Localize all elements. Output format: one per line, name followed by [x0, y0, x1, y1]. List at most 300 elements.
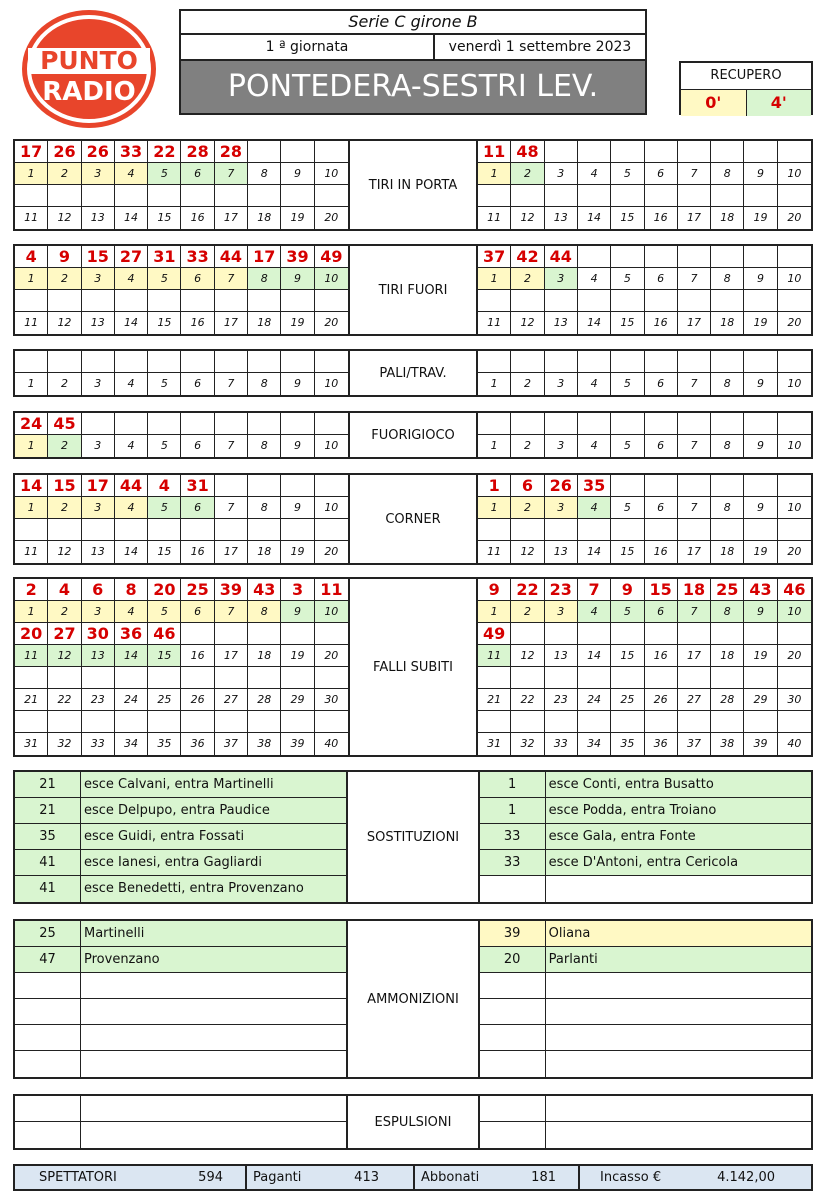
shot-minute-cell — [711, 711, 744, 732]
minute-cell — [480, 1096, 546, 1121]
shot-minute-cell: 39 — [215, 579, 248, 600]
index-cell: 12 — [511, 312, 544, 334]
shot-minute-cell — [181, 185, 214, 206]
index-cell: 19 — [281, 645, 314, 666]
sostituzioni-label: SOSTITUZIONI — [346, 772, 479, 902]
corner-label: CORNER — [348, 475, 478, 563]
minute-cell — [15, 1025, 81, 1050]
index-cell: 1 — [15, 268, 48, 289]
shot-minute-cell: 8 — [115, 579, 148, 600]
sostituzioni-away — [480, 772, 811, 902]
index-cell: 22 — [511, 689, 544, 710]
index-row — [478, 373, 811, 395]
shot-minute-cell: 49 — [478, 623, 511, 644]
spettatori-value: 594 — [198, 1170, 223, 1185]
table-row — [480, 921, 811, 947]
table-row — [480, 876, 811, 902]
index-cell: 2 — [511, 373, 544, 395]
shot-minute-cell — [281, 623, 314, 644]
index-cell: 15 — [611, 207, 644, 229]
index-cell: 21 — [478, 689, 511, 710]
recupero-first-half: 0' — [681, 90, 747, 116]
index-row — [478, 268, 811, 290]
shot-minute-cell — [645, 519, 678, 540]
index-cell: 17 — [678, 541, 711, 563]
index-cell: 8 — [248, 435, 281, 457]
index-cell: 11 — [478, 541, 511, 563]
shot-minute-cell — [115, 711, 148, 732]
shot-minute-cell — [611, 413, 644, 434]
index-cell: 7 — [215, 497, 248, 518]
detail-cell — [546, 973, 811, 998]
shot-minute-cell — [711, 667, 744, 688]
recupero-label: RECUPERO — [681, 63, 811, 90]
index-row — [15, 497, 348, 519]
index-cell: 1 — [478, 373, 511, 395]
shot-minute-cell — [545, 185, 578, 206]
minute-cell — [15, 973, 81, 998]
index-cell: 26 — [645, 689, 678, 710]
index-cell: 17 — [215, 645, 248, 666]
shot-minute-cell — [545, 519, 578, 540]
shot-minute-cell — [478, 519, 511, 540]
espulsioni-away — [480, 1096, 811, 1148]
index-cell: 19 — [744, 645, 777, 666]
shot-minute-cell: 43 — [248, 579, 281, 600]
index-row — [478, 541, 811, 563]
index-cell: 13 — [82, 312, 115, 334]
index-cell: 6 — [645, 268, 678, 289]
detail-cell — [81, 1096, 346, 1121]
index-cell: 14 — [115, 207, 148, 229]
index-cell: 3 — [545, 435, 578, 457]
index-row — [478, 689, 811, 711]
index-cell: 1 — [15, 163, 48, 184]
index-cell: 15 — [611, 312, 644, 334]
shot-minute-cell — [778, 185, 811, 206]
index-cell: 5 — [611, 268, 644, 289]
index-cell: 5 — [148, 601, 181, 622]
index-cell: 1 — [478, 268, 511, 289]
index-row — [478, 435, 811, 457]
index-cell: 24 — [578, 689, 611, 710]
index-cell: 15 — [148, 541, 181, 563]
shot-minute-cell — [778, 667, 811, 688]
shot-minute-cell — [578, 290, 611, 311]
value-row — [15, 413, 348, 435]
index-cell: 6 — [645, 601, 678, 622]
index-cell: 10 — [324, 501, 339, 514]
shot-minute-cell: 35 — [578, 475, 611, 496]
value-row — [478, 290, 811, 312]
index-cell: 23 — [545, 689, 578, 710]
index-cell: 36 — [181, 733, 214, 755]
index-cell: 8 — [248, 373, 281, 395]
index-cell: 9 — [744, 435, 777, 457]
shot-minute-cell — [248, 185, 281, 206]
table-row — [15, 947, 346, 973]
index-cell: 39 — [281, 733, 314, 755]
shot-minute-cell — [478, 351, 511, 372]
index-cell: 18 — [711, 207, 744, 229]
shot-minute-cell — [678, 413, 711, 434]
index-cell: 1 — [478, 163, 511, 184]
index-cell: 1 — [478, 601, 511, 622]
index-cell: 20 — [324, 316, 339, 329]
shot-minute-cell — [744, 141, 777, 162]
index-cell: 12 — [48, 645, 81, 666]
index-cell: 11 — [478, 312, 511, 334]
shot-minute-cell: 22 — [148, 141, 181, 162]
shot-minute-cell — [181, 519, 214, 540]
shot-minute-cell — [511, 413, 544, 434]
index-cell: 40 — [324, 737, 339, 750]
tiri-in-porta-label: TIRI IN PORTA — [348, 141, 478, 229]
index-cell: 2 — [48, 497, 81, 518]
shot-minute-cell — [148, 290, 181, 311]
shot-minute-cell — [115, 290, 148, 311]
shot-minute-cell — [215, 185, 248, 206]
value-row — [478, 519, 811, 541]
falli-subiti-home — [15, 579, 348, 755]
index-cell: 14 — [578, 645, 611, 666]
index-cell: 3 — [82, 163, 115, 184]
index-cell: 6 — [181, 268, 214, 289]
recupero-box — [679, 61, 813, 115]
minute-cell: 21 — [15, 798, 81, 823]
index-cell: 31 — [478, 733, 511, 755]
shot-minute-cell: 39 — [281, 246, 314, 267]
shot-minute-cell — [578, 519, 611, 540]
shot-minute-cell — [611, 290, 644, 311]
index-cell: 1 — [15, 601, 48, 622]
shot-minute-cell — [511, 351, 544, 372]
shot-minute-cell: 44 — [115, 475, 148, 496]
shot-minute-cell — [778, 623, 811, 644]
index-cell: 20 — [787, 211, 802, 224]
shot-minute-cell — [611, 351, 644, 372]
shot-minute-cell — [511, 519, 544, 540]
index-cell: 37 — [215, 733, 248, 755]
index-cell: 5 — [148, 373, 181, 395]
index-cell: 32 — [48, 733, 81, 755]
detail-cell — [546, 1051, 811, 1077]
espulsioni-home — [15, 1096, 346, 1148]
match-title: PONTEDERA-SESTRI LEV. — [179, 61, 647, 115]
detail-cell: Oliana — [548, 926, 591, 941]
index-cell: 28 — [711, 689, 744, 710]
shot-minute-cell: 18 — [678, 579, 711, 600]
shot-minute-cell — [181, 290, 214, 311]
minute-cell — [15, 1122, 81, 1148]
index-cell: 13 — [82, 207, 115, 229]
index-row — [15, 689, 348, 711]
table-row — [480, 999, 811, 1025]
shot-minute-cell — [645, 413, 678, 434]
shot-minute-cell — [578, 246, 611, 267]
index-cell: 34 — [578, 733, 611, 755]
shot-minute-cell: 20 — [148, 579, 181, 600]
shot-minute-cell — [645, 351, 678, 372]
index-cell: 3 — [82, 268, 115, 289]
index-cell: 7 — [678, 163, 711, 184]
index-row — [15, 163, 348, 185]
index-cell: 8 — [248, 163, 281, 184]
shot-minute-cell — [678, 667, 711, 688]
index-cell: 1 — [15, 373, 48, 395]
shot-minute-cell — [711, 519, 744, 540]
index-cell: 2 — [511, 497, 544, 518]
fuorigioco-label: FUORIGIOCO — [348, 413, 478, 457]
index-cell: 19 — [744, 207, 777, 229]
attendance-footer — [13, 1164, 813, 1191]
detail-cell — [81, 1051, 346, 1077]
shot-minute-cell — [744, 246, 777, 267]
index-cell: 10 — [778, 601, 811, 622]
shot-minute-cell — [545, 141, 578, 162]
shot-minute-cell — [82, 413, 115, 434]
shot-minute-cell — [215, 519, 248, 540]
shot-minute-cell — [478, 667, 511, 688]
falli-subiti-away — [478, 579, 811, 755]
shot-minute-cell — [82, 351, 115, 372]
shot-minute-cell — [645, 711, 678, 732]
shot-minute-cell — [744, 711, 777, 732]
shot-minute-cell: 44 — [545, 246, 578, 267]
minute-cell: 33 — [480, 824, 546, 849]
index-cell: 18 — [248, 541, 281, 563]
league-title: Serie C girone B — [179, 9, 647, 35]
index-cell: 39 — [744, 733, 777, 755]
index-cell: 36 — [645, 733, 678, 755]
shot-minute-cell — [578, 711, 611, 732]
index-cell: 19 — [281, 312, 314, 334]
sostituzioni-home — [15, 772, 346, 902]
table-row — [15, 999, 346, 1025]
shot-minute-cell — [778, 413, 811, 434]
detail-cell — [546, 1122, 811, 1148]
shot-minute-cell — [281, 667, 314, 688]
index-cell: 4 — [115, 268, 148, 289]
detail-cell: esce Ianesi, entra Gagliardi — [84, 855, 262, 870]
index-row — [478, 733, 811, 755]
detail-cell: esce Gala, entra Fonte — [548, 829, 696, 844]
detail-cell: esce Benedetti, entra Provenzano — [84, 881, 304, 896]
espulsioni-label: ESPULSIONI — [346, 1096, 479, 1148]
index-row — [15, 207, 348, 229]
shot-minute-cell — [315, 413, 348, 434]
section-tiri-in-porta — [13, 139, 813, 231]
index-cell: 7 — [678, 268, 711, 289]
index-cell: 7 — [215, 373, 248, 395]
index-cell: 24 — [115, 689, 148, 710]
shot-minute-cell: 27 — [48, 623, 81, 644]
shot-minute-cell: 17 — [248, 246, 281, 267]
shot-minute-cell: 1 — [478, 475, 511, 496]
index-cell: 18 — [248, 645, 281, 666]
minute-cell: 21 — [15, 772, 81, 797]
index-row — [15, 541, 348, 563]
table-row — [480, 850, 811, 876]
index-cell: 14 — [578, 541, 611, 563]
index-cell: 2 — [511, 163, 544, 184]
index-cell: 38 — [711, 733, 744, 755]
shot-minute-cell — [248, 413, 281, 434]
minute-cell: 20 — [480, 947, 546, 972]
value-row — [15, 185, 348, 207]
shot-minute-cell: 24 — [15, 413, 48, 434]
index-cell: 16 — [645, 312, 678, 334]
shot-minute-cell — [578, 141, 611, 162]
shot-minute-cell — [315, 623, 348, 644]
detail-cell: esce D'Antoni, entra Cericola — [548, 855, 739, 870]
index-cell: 8 — [711, 268, 744, 289]
shot-minute-cell — [15, 351, 48, 372]
shot-minute-cell — [645, 246, 678, 267]
index-cell: 15 — [148, 645, 181, 666]
index-cell: 18 — [248, 207, 281, 229]
tiri-in-porta-away — [478, 141, 811, 229]
shot-minute-cell — [181, 623, 214, 644]
table-row — [480, 947, 811, 973]
index-cell: 3 — [545, 268, 578, 289]
section-corner — [13, 473, 813, 565]
shot-minute-cell — [215, 351, 248, 372]
section-falli-subiti — [13, 577, 813, 757]
index-cell: 29 — [281, 689, 314, 710]
shot-minute-cell — [678, 351, 711, 372]
shot-minute-cell — [148, 413, 181, 434]
shot-minute-cell — [744, 351, 777, 372]
index-cell: 8 — [248, 268, 281, 289]
table-row — [15, 850, 346, 876]
index-cell: 6 — [645, 435, 678, 457]
minute-cell — [15, 1096, 81, 1121]
pali-trav-label: PALI/TRAV. — [348, 351, 478, 395]
shot-minute-cell — [511, 185, 544, 206]
minute-cell: 47 — [15, 947, 81, 972]
index-cell: 10 — [787, 272, 802, 285]
index-cell: 13 — [545, 645, 578, 666]
shot-minute-cell — [778, 475, 811, 496]
index-cell: 9 — [281, 373, 314, 395]
index-cell: 4 — [578, 497, 611, 518]
paganti-label: Paganti — [253, 1170, 302, 1185]
index-cell: 20 — [787, 649, 802, 662]
index-cell: 2 — [511, 435, 544, 457]
index-cell: 4 — [578, 373, 611, 395]
tiri-in-porta-home — [15, 141, 348, 229]
fuorigioco-home — [15, 413, 348, 457]
index-cell: 10 — [324, 439, 339, 452]
index-cell: 5 — [611, 435, 644, 457]
table-row — [15, 1051, 346, 1077]
index-cell: 5 — [611, 497, 644, 518]
section-fuorigioco — [13, 411, 813, 459]
value-row — [478, 475, 811, 497]
shot-minute-cell: 9 — [48, 246, 81, 267]
index-cell: 14 — [578, 312, 611, 334]
value-row — [478, 246, 811, 268]
index-cell: 1 — [15, 435, 48, 457]
value-row — [15, 519, 348, 541]
shot-minute-cell — [48, 667, 81, 688]
shot-minute-cell: 14 — [15, 475, 48, 496]
index-cell: 6 — [181, 601, 214, 622]
falli-subiti-label: FALLI SUBITI — [348, 579, 478, 755]
index-cell: 10 — [324, 377, 339, 390]
minute-cell — [480, 1122, 546, 1148]
shot-minute-cell — [148, 711, 181, 732]
index-row — [478, 497, 811, 519]
espulsioni-section — [13, 1094, 813, 1150]
shot-minute-cell: 25 — [181, 579, 214, 600]
index-cell: 13 — [82, 645, 115, 666]
shot-minute-cell — [678, 290, 711, 311]
shot-minute-cell: 22 — [511, 579, 544, 600]
shot-minute-cell — [711, 623, 744, 644]
index-cell: 27 — [678, 689, 711, 710]
shot-minute-cell — [545, 351, 578, 372]
shot-minute-cell: 46 — [148, 623, 181, 644]
shot-minute-cell: 46 — [783, 580, 806, 599]
logo-text-1: PUNTO — [40, 46, 138, 75]
index-cell: 12 — [48, 207, 81, 229]
shot-minute-cell — [315, 519, 348, 540]
index-cell: 15 — [148, 207, 181, 229]
detail-cell — [546, 1096, 811, 1121]
tiri-fuori-away — [478, 246, 811, 334]
index-cell: 17 — [678, 645, 711, 666]
shot-minute-cell — [215, 667, 248, 688]
shot-minute-cell — [82, 185, 115, 206]
corner-away — [478, 475, 811, 563]
shot-minute-cell — [511, 711, 544, 732]
shot-minute-cell — [778, 519, 811, 540]
minute-cell — [15, 999, 81, 1024]
detail-cell — [81, 999, 346, 1024]
shot-minute-cell — [248, 623, 281, 644]
index-cell: 20 — [324, 545, 339, 558]
shot-minute-cell: 26 — [48, 141, 81, 162]
shot-minute-cell — [678, 519, 711, 540]
index-cell: 32 — [511, 733, 544, 755]
index-cell: 10 — [787, 377, 802, 390]
index-cell: 4 — [578, 163, 611, 184]
ammonizioni-label: AMMONIZIONI — [346, 921, 479, 1077]
shot-minute-cell — [215, 413, 248, 434]
shot-minute-cell — [511, 667, 544, 688]
index-cell: 5 — [611, 163, 644, 184]
index-cell: 13 — [545, 207, 578, 229]
index-cell: 19 — [281, 207, 314, 229]
index-row — [15, 268, 348, 290]
detail-cell: esce Delpupo, entra Paudice — [84, 803, 270, 818]
shot-minute-cell — [478, 185, 511, 206]
shot-minute-cell — [281, 413, 314, 434]
shot-minute-cell — [578, 185, 611, 206]
index-cell: 18 — [711, 312, 744, 334]
table-row — [15, 798, 346, 824]
shot-minute-cell: 6 — [82, 579, 115, 600]
shot-minute-cell: 17 — [15, 141, 48, 162]
section-tiri-fuori — [13, 244, 813, 336]
index-cell: 15 — [611, 645, 644, 666]
round-label: 1 ª giornata — [179, 35, 435, 61]
index-cell: 22 — [48, 689, 81, 710]
index-cell: 8 — [711, 163, 744, 184]
index-cell: 3 — [82, 601, 115, 622]
